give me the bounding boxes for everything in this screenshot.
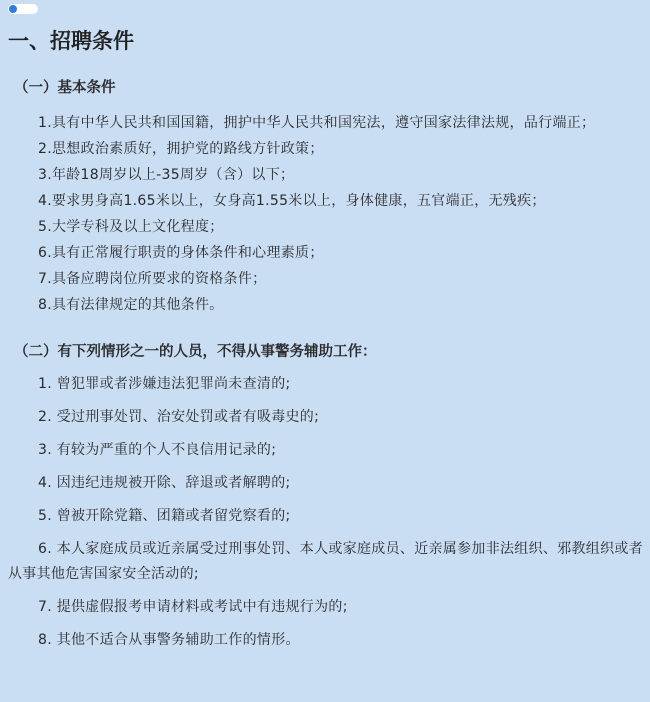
list-item: 8.具有法律规定的其他条件。 — [38, 297, 224, 313]
list-item: 5.大学专科及以上文化程度； — [38, 219, 224, 235]
section-basic-list — [8, 110, 644, 318]
list-item: 3.年龄18周岁以上-35周岁（含）以下； — [38, 167, 295, 183]
list-item: 3. 有较为严重的个人不良信用记录的; — [38, 442, 277, 458]
section-basic-title: （一）基本条件 — [14, 80, 116, 96]
section-restrictions-list — [8, 372, 644, 653]
list-item: 7.具备应聘岗位所要求的资格条件； — [38, 271, 267, 287]
list-item: 6.具有正常履行职责的身体条件和心理素质； — [38, 245, 324, 261]
list-item: 1. 曾犯罪或者涉嫌违法犯罪尚未查清的; — [38, 376, 291, 392]
page-heading: 一、招聘条件 — [8, 29, 134, 53]
section-restrictions-title: （二）有下列情形之一的人员，不得从事警务辅助工作： — [14, 344, 377, 360]
toggle-knob — [9, 5, 17, 13]
list-item: 2.思想政治素质好，拥护党的路线方针政策； — [38, 141, 324, 157]
toggle-switch[interactable] — [8, 4, 38, 14]
document-content — [8, 22, 644, 661]
list-item: 7. 提供虚假报考申请材料或考试中有违规行为的; — [38, 599, 348, 615]
list-item: 6. 本人家庭成员或近亲属受过刑事处罚、本人或家庭成员、近亲属参加非法组织、邪教组织或者从事其他危害国家安全活动的; — [8, 541, 644, 582]
list-item: 2. 受过刑事处罚、治安处罚或者有吸毒史的; — [38, 409, 320, 425]
list-item: 8. 其他不适合从事警务辅助工作的情形。 — [38, 632, 300, 648]
list-item: 4.要求男身高1.65米以上，女身高1.55米以上，身体健康，五官端正，无残疾； — [38, 193, 546, 209]
list-item: 5. 曾被开除党籍、团籍或者留党察看的; — [38, 508, 291, 524]
list-item: 1.具有中华人民共和国国籍，拥护中华人民共和国宪法，遵守国家法律法规，品行端正； — [38, 115, 596, 131]
list-item: 4. 因违纪违规被开除、辞退或者解聘的; — [38, 475, 291, 491]
